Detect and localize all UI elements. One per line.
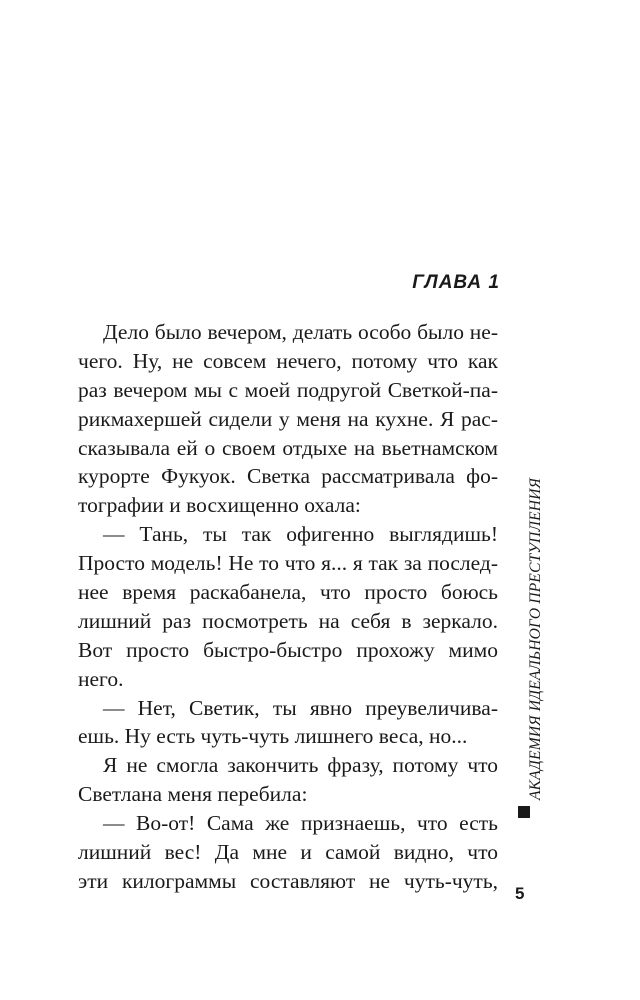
text-line: Светлана меня перебила: [78, 782, 308, 807]
text-line: Я не смогла закончить фразу, потому что [103, 753, 498, 778]
text-line: лишний раз посмотреть на себя в зеркало. [78, 608, 498, 633]
text-line: Просто модель! Не то что я... я так за послед- [78, 551, 498, 576]
square-bullet-icon [518, 806, 530, 818]
text-line: Вот просто быстро-быстро прохожу мимо [78, 637, 498, 662]
text-line: эти килограммы составляют не чуть-чуть, [78, 868, 498, 893]
text-line: раз вечером мы с моей подругой Светкой-па- [78, 377, 498, 402]
chapter-title: ГЛАВА 1 [412, 272, 500, 293]
text-line: курорте Фукуок. Светка рассматривала фо- [78, 464, 498, 489]
text-line: рикмахершей сидели у меня на кухне. Я рас- [78, 406, 498, 431]
text-line: сказывала ей о своем отдыхе на вьетнамском [78, 435, 498, 460]
text-line: — Во-от! Сама же признаешь, что есть [103, 811, 498, 836]
body-text [78, 318, 498, 896]
text-line: ешь. Ну есть чуть-чуть лишнего веса, но... [78, 724, 468, 749]
text-line: — Нет, Светик, ты явно преувеличива- [103, 695, 498, 720]
text-line: Дело было вечером, делать особо было не- [103, 320, 498, 344]
running-head-title: АКАДЕМИЯ ИДЕАЛЬНОГО ПРЕСТУПЛЕНИЯ [527, 478, 544, 800]
running-head [509, 478, 559, 800]
text-line: тографии и восхищенно охала: [78, 493, 361, 518]
text-line: лишний вес! Да мне и самой видно, что [78, 840, 498, 865]
text-line: чего. Ну, не совсем нечего, потому что как [78, 348, 498, 373]
page-number: 5 [515, 884, 525, 903]
text-line: нее время раскабанела, что просто боюсь [78, 580, 498, 605]
text-line: него. [78, 666, 124, 691]
text-line: — Тань, ты так офигенно выглядишь! [103, 522, 498, 547]
